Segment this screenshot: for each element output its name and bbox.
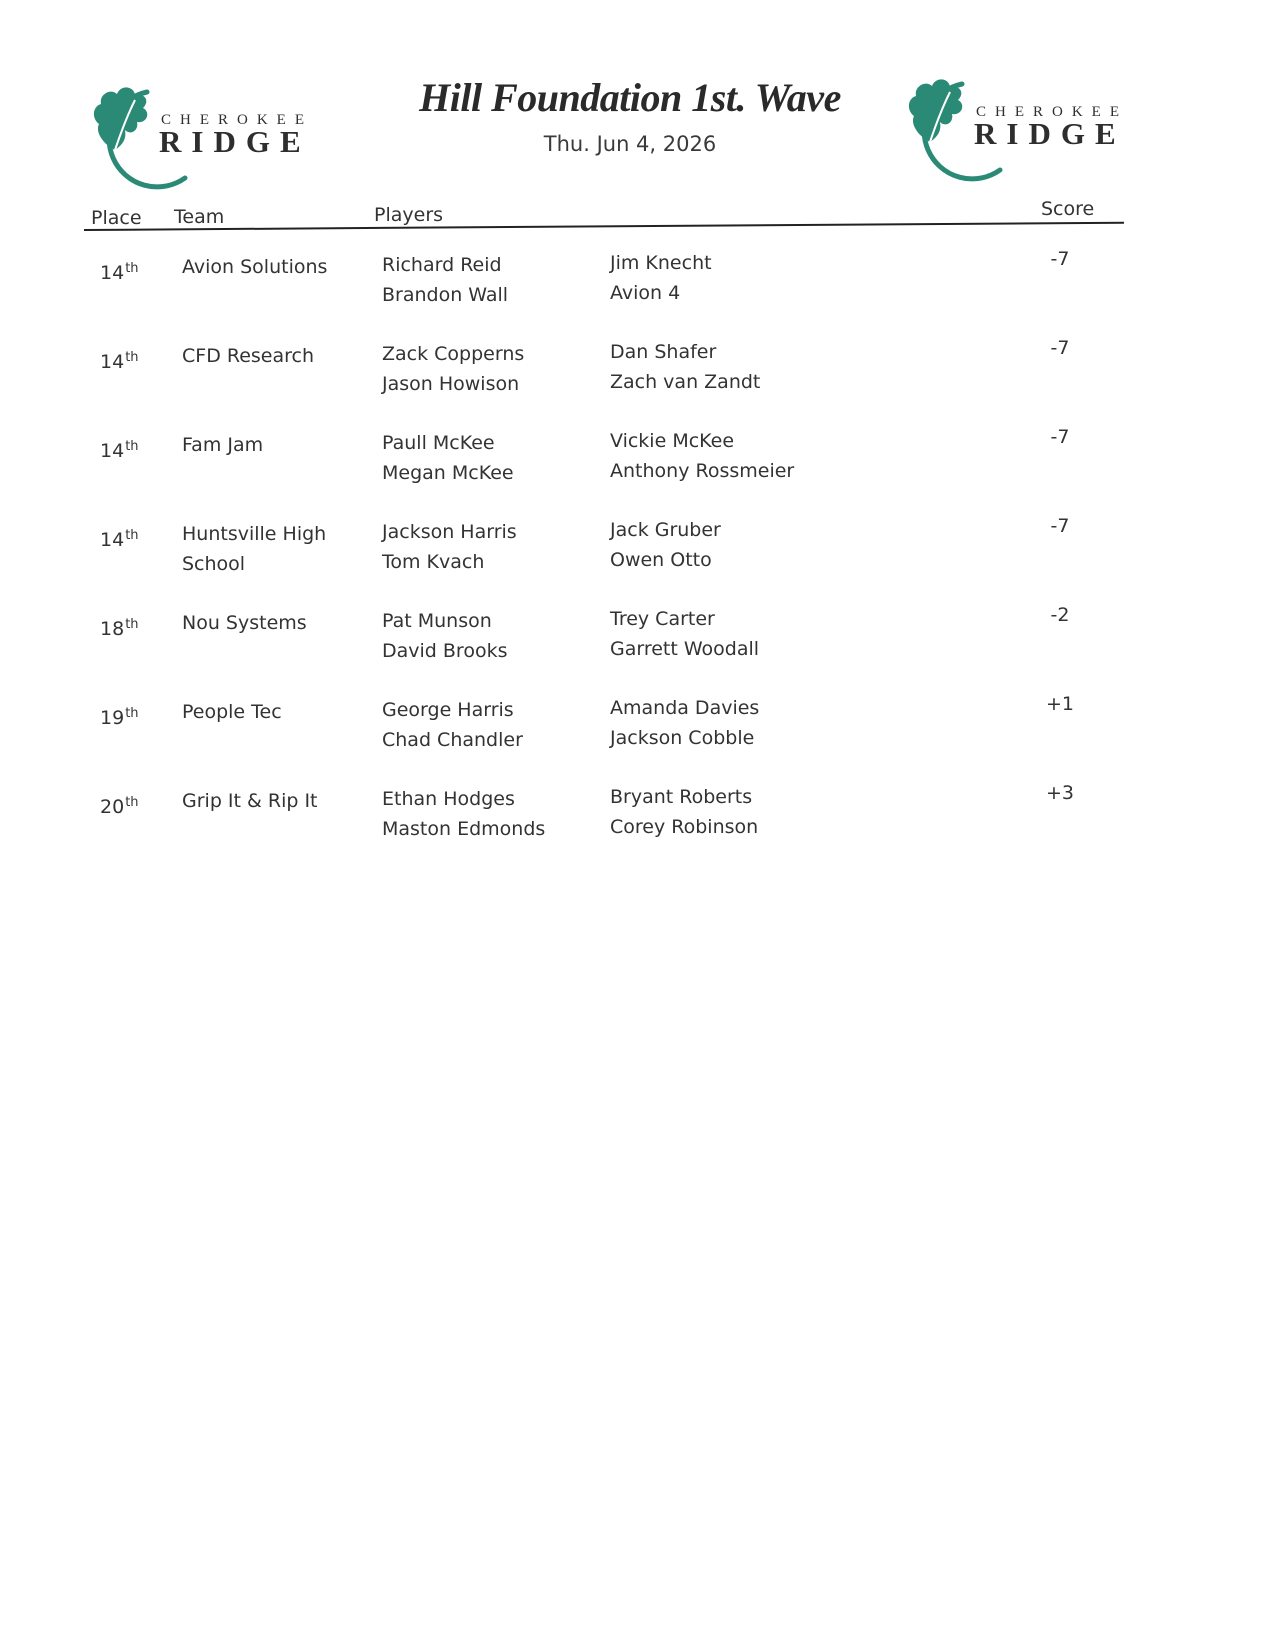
- player-name: Jim Knecht: [610, 252, 712, 274]
- players-column-2: [610, 604, 759, 664]
- players-column-2: [610, 337, 760, 397]
- table-row: [0, 604, 1275, 688]
- page-title: Hill Foundation 1st. Wave: [419, 75, 841, 120]
- place-number: 20: [100, 796, 125, 818]
- place-cell: [100, 343, 139, 377]
- column-header-team: Team: [174, 206, 225, 228]
- players-column-2: [610, 426, 794, 486]
- place-cell: [100, 788, 139, 822]
- players-column-1: [382, 784, 545, 844]
- place-suffix: th: [125, 706, 139, 721]
- cherokee-ridge-logo-right: [900, 74, 1130, 189]
- place-number: 14: [100, 529, 125, 551]
- player-name: Corey Robinson: [610, 816, 759, 838]
- header-divider: [84, 222, 1124, 231]
- players-column-1: [382, 250, 508, 310]
- place-suffix: th: [125, 795, 139, 810]
- place-cell: [100, 521, 139, 555]
- players-column-2: [610, 782, 758, 842]
- column-header-players: Players: [374, 204, 444, 226]
- players-column-2: [610, 515, 721, 575]
- player-name: Megan McKee: [382, 462, 514, 484]
- place-cell: [100, 699, 139, 733]
- place-suffix: th: [125, 350, 139, 365]
- player-name: Zack Copperns: [382, 343, 525, 365]
- table-row: [0, 693, 1275, 777]
- player-name: Tom Kvach: [382, 551, 485, 573]
- place-cell: [100, 432, 139, 466]
- table-row: [0, 515, 1275, 599]
- score-value: -2: [1050, 604, 1070, 626]
- place-suffix: th: [125, 617, 139, 632]
- player-name: Zach van Zandt: [610, 371, 761, 393]
- score-value: +1: [1045, 693, 1074, 715]
- player-name: Jackson Cobble: [610, 727, 755, 749]
- place-number: 19: [100, 707, 125, 729]
- score-value: -7: [1050, 248, 1070, 270]
- player-name: Jackson Harris: [382, 521, 517, 543]
- players-column-2: [610, 693, 759, 753]
- player-name: Jack Gruber: [610, 519, 721, 541]
- place-suffix: th: [125, 261, 139, 276]
- players-column-1: [382, 695, 523, 755]
- place-number: 14: [100, 262, 125, 284]
- column-header-place: Place: [91, 207, 142, 229]
- table-row: [0, 248, 1275, 332]
- player-name: George Harris: [382, 699, 514, 721]
- players-column-1: [382, 606, 507, 666]
- place-suffix: th: [125, 439, 139, 454]
- player-name: Vickie McKee: [610, 430, 735, 452]
- team-name: Fam Jam: [182, 434, 264, 456]
- player-name: Dan Shafer: [610, 341, 717, 363]
- player-name: Brandon Wall: [382, 284, 509, 306]
- score-value: -7: [1050, 337, 1070, 359]
- player-name: Maston Edmonds: [382, 818, 546, 840]
- player-name: Amanda Davies: [610, 697, 760, 719]
- place-cell: [100, 610, 139, 644]
- player-name: Avion 4: [610, 282, 681, 304]
- table-row: [0, 426, 1275, 510]
- team-name: Grip It & Rip It: [182, 790, 318, 812]
- player-name: Chad Chandler: [382, 729, 523, 751]
- player-name: Owen Otto: [610, 549, 712, 571]
- player-name: Anthony Rossmeier: [610, 460, 795, 482]
- team-name: People Tec: [182, 701, 282, 723]
- place-number: 14: [100, 440, 125, 462]
- team-name: Avion Solutions: [182, 256, 328, 278]
- player-name: Pat Munson: [382, 610, 492, 632]
- player-name: Jason Howison: [382, 373, 520, 395]
- player-name: Richard Reid: [382, 254, 502, 276]
- logo-word-cherokee: CHEROKEE: [161, 112, 313, 128]
- event-date: Thu. Jun 4, 2026: [543, 132, 717, 156]
- score-value: -7: [1050, 426, 1070, 448]
- logo-word-ridge: RIDGE: [159, 124, 311, 159]
- player-name: David Brooks: [382, 640, 508, 662]
- logo-word-cherokee: CHEROKEE: [976, 104, 1128, 120]
- column-header-score: Score: [1041, 198, 1095, 220]
- place-cell: [100, 254, 139, 288]
- table-row: [0, 337, 1275, 421]
- team-name: Huntsville High School: [182, 523, 327, 575]
- player-name: Trey Carter: [610, 608, 715, 630]
- table-row: [0, 782, 1275, 866]
- player-name: Bryant Roberts: [610, 786, 753, 808]
- score-value: -7: [1050, 515, 1070, 537]
- logo-word-ridge: RIDGE: [974, 116, 1126, 151]
- players-column-1: [382, 428, 514, 488]
- team-name: CFD Research: [182, 345, 315, 367]
- place-number: 14: [100, 351, 125, 373]
- place-number: 18: [100, 618, 125, 640]
- place-suffix: th: [125, 528, 139, 543]
- team-name: Nou Systems: [182, 612, 307, 634]
- player-name: Ethan Hodges: [382, 788, 515, 810]
- players-column-1: [382, 339, 524, 399]
- players-column-2: [610, 248, 712, 308]
- score-value: +3: [1045, 782, 1074, 804]
- players-column-1: [382, 517, 517, 577]
- cherokee-ridge-logo-left: [85, 82, 315, 197]
- player-name: Garrett Woodall: [610, 638, 760, 660]
- player-name: Paull McKee: [382, 432, 495, 454]
